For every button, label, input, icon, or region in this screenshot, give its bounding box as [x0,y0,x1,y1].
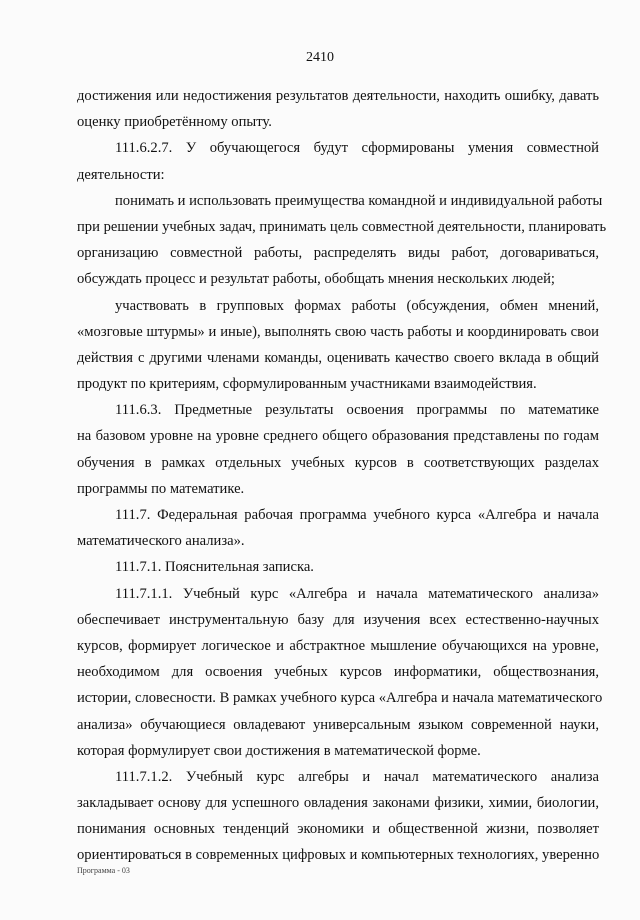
page-number: 2410 [306,50,334,65]
text-line: 111.7.1. Пояснительная записка. [115,559,314,576]
text-line: обеспечивает инструментальную базу для изучения всех естественно-научных [77,611,599,628]
page-footer: Программа - 03 [77,866,130,875]
text-line: программы по математике. [77,480,245,497]
text-line: понимать и использовать преимущества командной и индивидуальной работы [115,192,603,209]
text-line: 111.6.3. Предметные результаты освоения программы по математике [115,402,599,419]
body-text [77,83,607,869]
text-line: достижения или недостижения результатов деятельности, находить ошибку, давать [77,88,599,104]
text-line: закладывает основу для успешного овладения законами физики, химии, биологии, [77,795,599,812]
text-line: необходимом для освоения учебных курсов информатики, обществознания, [77,664,599,681]
text-line: оценку приобретённому опыту. [77,114,272,131]
text-line: обсуждать процесс и результат работы, обобщать мнения нескольких людей; [77,271,555,288]
text-line: истории, словесности. В рамках учебного курса «Алгебра и начала математического [77,690,603,707]
text-line: продукт по критериям, сформулированным участниками взаимодействия. [77,376,537,393]
text-line: обучения в рамках отдельных учебных курсов в соответствующих разделах [77,454,599,471]
text-line: 111.6.2.7. У обучающегося будут сформированы умения совместной [115,140,599,157]
text-line: анализа» обучающиеся овладевают универсальным языком современной науки, [77,716,599,733]
text-line: деятельности: [77,166,165,183]
text-line: «мозговые штурмы» и иные), выполнять свою часть работы и координировать свои [77,323,599,340]
text-line: математического анализа». [77,533,245,550]
text-line: действия с другими членами команды, оценивать качество своего вклада в общий [77,349,599,366]
text-line: при решении учебных задач, принимать цель совместной деятельности, планировать [77,218,607,235]
text-line: 111.7. Федеральная рабочая программа учебного курса «Алгебра и начала [115,507,599,523]
text-line: организацию совместной работы, распределять виды работ, договариваться, [77,245,599,262]
text-line: участвовать в групповых формах работы (обсуждения, обмен мнений, [115,297,599,314]
text-line: ориентироваться в современных цифровых и компьютерных технологиях, уверенно [77,847,600,864]
text-line: 111.7.1.1. Учебный курс «Алгебра и начала математического анализа» [115,585,599,602]
text-line: на базовом уровне на уровне среднего общего образования представлены по годам [77,428,599,445]
text-line: 111.7.1.2. Учебный курс алгебры и начал математического анализа [115,768,599,785]
text-line: которая формулирует свои достижения в математической форме. [77,742,481,759]
text-line: курсов, формирует логическое и абстрактное мышление обучающихся на уровне, [77,637,599,654]
text-line: понимания основных тенденций экономики и общественной жизни, позволяет [77,821,599,838]
